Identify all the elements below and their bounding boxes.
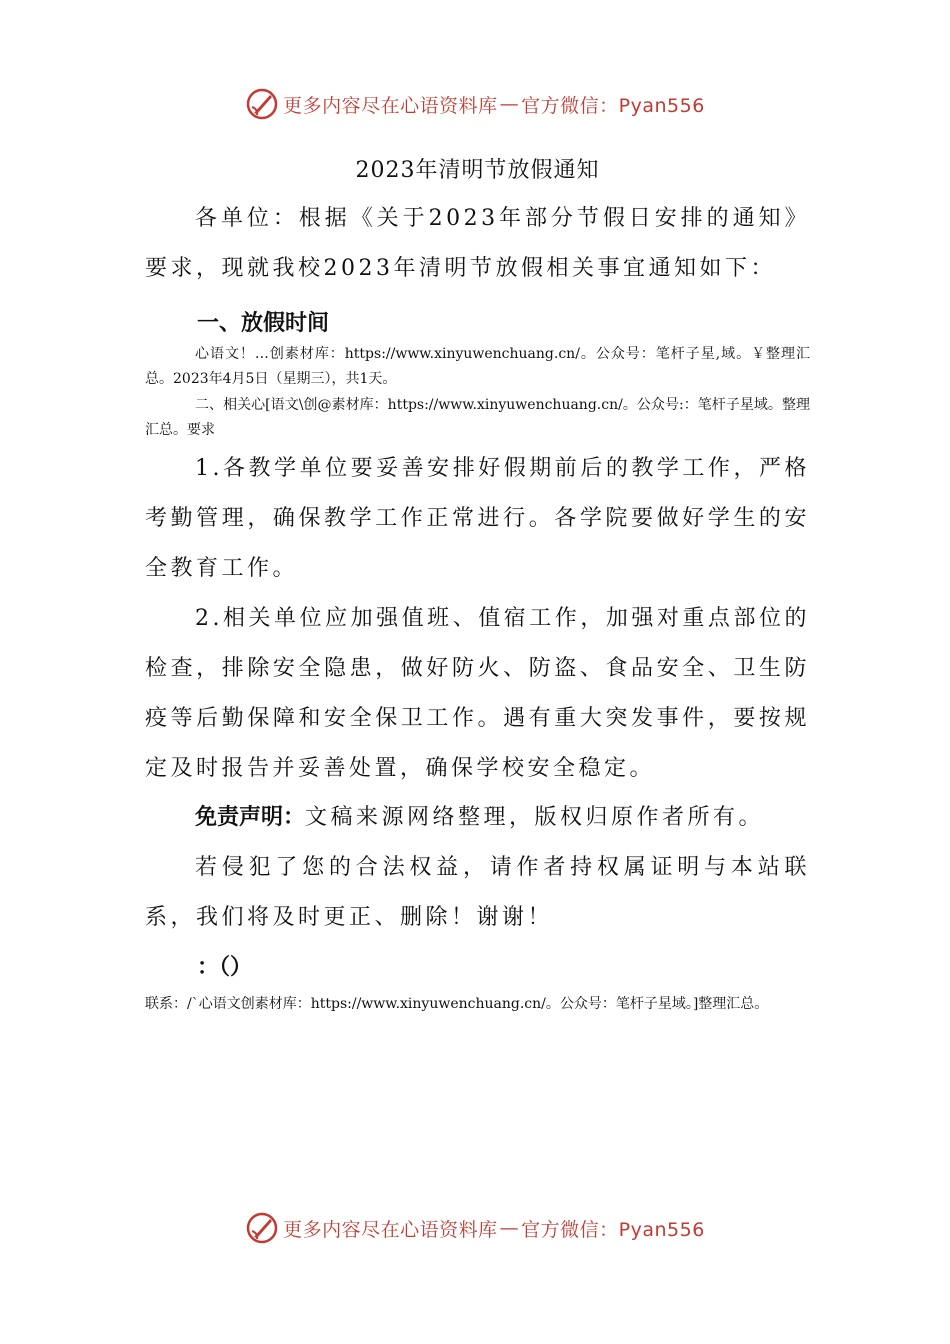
disclaimer-label: 免责声明： — [195, 805, 306, 830]
banner-separator: — — [499, 1217, 520, 1239]
banner-text: 更多内容尽在心语资料库 — [283, 1218, 498, 1241]
section1-body: 心语文！…创素材库：https://www.xinyuwenchuang.cn/。公众号：笔杆子星,域。￥整理汇总。2023年4月5日（星期三），共1天。 — [145, 346, 810, 387]
disclaimer-text: 文稿来源网络整理，版权归原作者所有。 — [305, 805, 765, 830]
section2-line: 二、相关心[语文\创@素材库：https://www.xinyuwenchuang.cn/。公众号:：笔杆子星域。整理汇总。要求 — [145, 397, 810, 438]
banner-wechat: 官方微信：Pyan556 — [521, 94, 705, 117]
quill-logo-icon — [245, 1211, 279, 1245]
item-1-paragraph: 1.各教学单位要妥善安排好假期前后的教学工作，严格考勤管理，确保教学工作正常进行。各学院要做好学生的安全教育工作。 — [145, 456, 810, 581]
disclaimer-paragraph — [145, 793, 810, 843]
banner-separator: — — [499, 93, 520, 115]
blank-punctuation-line: ：（） — [197, 955, 253, 980]
disclaimer-contact-paragraph: 若侵犯了您的合法权益，请作者持权属证明与本站联系，我们将及时更正、删除！谢谢！ — [145, 855, 810, 930]
banner-wechat: 官方微信：Pyan556 — [521, 1218, 705, 1241]
quill-logo-icon — [245, 87, 279, 121]
banner-text: 更多内容尽在心语资料库 — [283, 94, 498, 117]
intro-paragraph: 各单位：根据《关于2023年部分节假日安排的通知》要求，现就我校2023年清明节放假相关事宜通知如下： — [145, 206, 810, 281]
footer-banner — [0, 1208, 950, 1248]
header-banner — [0, 84, 950, 124]
section-heading-holiday-time: 一、放假时间 — [197, 311, 330, 336]
contact-line: 联系：/`心语文创素材库：https://www.xinyuwenchuang.cn/。公众号：笔杆子星域。]整理汇总。 — [145, 996, 769, 1012]
page-title: 2023年清明节放假通知 — [355, 158, 600, 183]
item-2-paragraph: 2.相关单位应加强值班、值宿工作，加强对重点部位的检查，排除安全隐患，做好防火、防盗、食品安全、卫生防疫等后勤保障和安全保卫工作。遇有重大突发事件，要按规定及时报告并妥善处置，确保学校安全稳定。 — [145, 606, 810, 781]
